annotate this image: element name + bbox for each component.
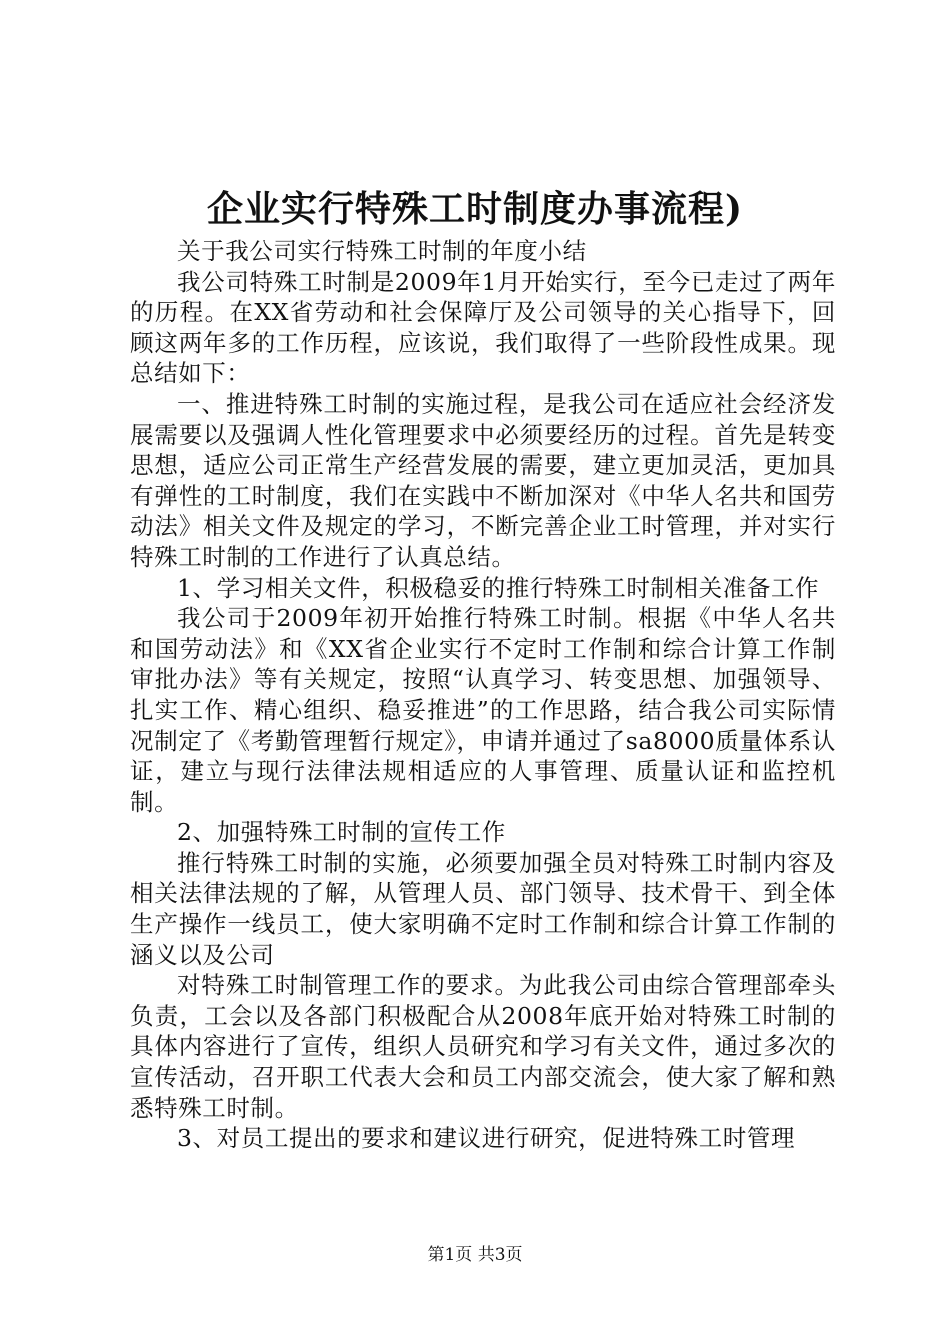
paragraph-item-2-heading: 2、加强特殊工时制的宣传工作 xyxy=(177,818,506,847)
paragraph-item-1-body: 我公司于2009年初开始推行特殊工时制。根据《中华人名共和国劳动法》和《XX省企业实行不定时工作制和综合计算工作制审批办法》等有关规定，按照“认真学习、转变思想、加强领导、扎实工作、精心组织、稳妥推进”的工作思路，结合我公司实际情况制定了《考勤管理暂行规定》，申请并通过了sa8000质量体系认证，建立与现行法律法规相适应的人事管理、质量认证和监控机制。 xyxy=(130,604,836,816)
paragraph-summary-heading: 关于我公司实行特殊工时制的年度小结 xyxy=(177,237,587,265)
paragraph-item-1-heading: 1、学习相关文件，积极稳妥的推行特殊工时制相关准备工作 xyxy=(177,573,820,602)
document-body xyxy=(130,236,836,1154)
document-title: 企业实行特殊工时制度办事流程) xyxy=(206,188,744,230)
paragraph-item-2-body: 推行特殊工时制的实施，必须要加强全员对特殊工时制内容及相关法律法规的了解，从管理人员、部门领导、技术骨干、到全体生产操作一线员工，使大家明确不定时工作制和综合计算工作制的涵义以及公司 xyxy=(130,848,836,969)
paragraph-item-3-heading: 3、对员工提出的要求和建议进行研究，促进特殊工时管理 xyxy=(177,1124,796,1153)
paragraph-section-one: 一、推进特殊工时制的实施过程，是我公司在适应社会经济发展需要以及强调人性化管理要求中必须要经历的过程。首先是转变思想，适应公司正常生产经营发展的需要，建立更加灵活，更加具有弹性的工时制度，我们在实践中不断加深对《中华人名共和国劳动法》相关文件及规定的学习，不断完善企业工时管理，并对实行特殊工时制的工作进行了认真总结。 xyxy=(130,389,836,571)
paragraph-intro: 我公司特殊工时制是2009年1月开始实行，至今已走过了两年的历程。在XX省劳动和社会保障厅及公司领导的关心指导下，回顾这两年多的工作历程，应该说，我们取得了一些阶段性成果。现总结如下： xyxy=(130,267,836,388)
paragraph-item-2-continued: 对特殊工时制管理工作的要求。为此我公司由综合管理部牵头负责，工会以及各部门积极配合从2008年底开始对特殊工时制的具体内容进行了宣传，组织人员研究和学习有关文件，通过多次的宣传活动，召开职工代表大会和员工内部交流会，使大家了解和熟悉特殊工时制。 xyxy=(130,971,836,1122)
page-number-footer: 第1页 共3页 xyxy=(427,1245,523,1265)
